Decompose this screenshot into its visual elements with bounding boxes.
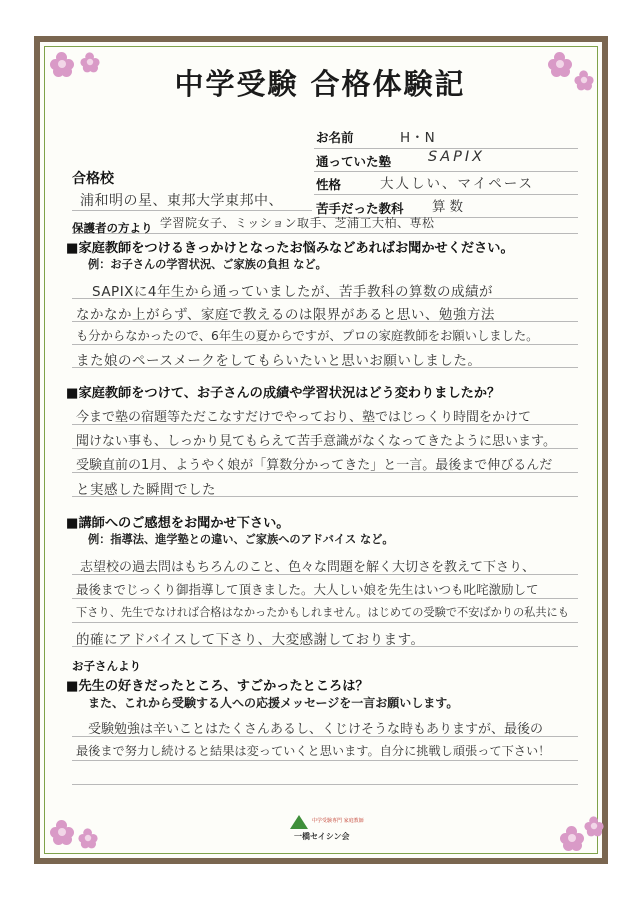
rule (72, 496, 578, 497)
school-label: 合格校 (72, 171, 114, 187)
rule (72, 646, 578, 647)
answer-3-line: 最後までじっくり御指導して頂きました。大人しい娘を先生はいつも叱咤激励して (76, 582, 539, 597)
question-4-subtitle: また、これから受験する人への応援メッセージを一言お願いします。 (88, 696, 459, 710)
mountain-logo-icon (290, 815, 308, 829)
answer-2-line: 聞けない事も、しっかり見てもらえて苦手意識がなくなってきたように思います。 (76, 434, 556, 449)
rule (72, 210, 312, 211)
answer-1-line: も分からなかったので、6年生の夏からですが、プロの家庭教師をお願いしました。 (76, 329, 539, 343)
answer-3-line: 的確にアドバイスして下さり、大変感謝しております。 (76, 632, 425, 648)
footer-tagline: 中学受験専門 家庭教師 (312, 818, 364, 824)
rule (72, 598, 578, 599)
rule (72, 760, 578, 761)
name-label: お名前 (316, 130, 354, 145)
question-1-hint: 例：お子さんの学習状況、ご家族の負担 など。 (88, 258, 327, 271)
answer-4-line: 受験勉強は辛いことはたくさんあるし、くじけそうな時もありますが、最後の (88, 722, 544, 737)
rule (72, 448, 578, 449)
footer-logo (290, 815, 370, 845)
answer-3-line: 下さり、先生でなければ合格はなかったかもしれません。はじめての受験で不安ばかりの私共にも (76, 606, 569, 619)
name-value: H・N (400, 130, 436, 146)
answer-2-line: 今まで塾の宿題等ただこなすだけでやっており、塾ではじっくり時間をかけて (76, 410, 532, 425)
question-2-title: ■家庭教師をつけて、お子さんの成績や学習状況はどう変わりましたか？ (66, 386, 501, 401)
juku-value: SAPIX (428, 149, 486, 165)
answer-1-line: なかなか上がらず、家庭で教えるのは限界があると思い、勉強方法 (76, 307, 495, 323)
from-parent-label: 保護者の方より (72, 221, 153, 235)
rule (72, 321, 578, 322)
personality-label: 性格 (316, 177, 342, 192)
answer-2-line: 受験直前の1月、ようやく娘が「算数分かってきた」と一言。最後まで伸びるんだ (76, 458, 553, 473)
question-3-hint: 例：指導法、進学塾との違い、ご家族へのアドバイス など。 (88, 533, 394, 546)
juku-label: 通っていた塾 (316, 154, 392, 169)
answer-4-line: 最後まで努力し続けると結果は変っていくと思います。自分に挑戦し頑張って下さい！ (76, 744, 551, 758)
answer-1-line: また娘のペースメークをしてもらいたいと思いお願いしました。 (76, 353, 482, 369)
flower-decoration (584, 816, 603, 835)
weak-subject-label: 苦手だった教科 (316, 201, 404, 216)
rule (72, 344, 578, 345)
question-1-title: ■家庭教師をつけるきっかけとなったお悩みなどあればお聞かせください。 (66, 241, 514, 256)
question-3-title: ■講師へのご感想をお聞かせ下さい。 (66, 516, 290, 531)
footer-brand: 一橋セイシン会 (294, 832, 350, 841)
page-title: 中学受験 合格体験記 (174, 67, 466, 101)
school-line-1: 浦和明の星、東邦大学東邦中、 (80, 193, 283, 209)
flower-decoration (50, 820, 74, 844)
personality-value: 大人しい、マイペース (380, 176, 535, 192)
rule (72, 298, 578, 299)
answer-3-line: 志望校の過去問はもちろんのこと、色々な問題を解く大切さを教えて下さり、 (80, 560, 536, 575)
from-child-label: お子さんより (72, 659, 141, 673)
flower-decoration (78, 828, 97, 847)
rule (72, 622, 578, 623)
question-4-title: ■先生の好きだったところ、すごかったところは？ (66, 679, 369, 694)
rule (72, 736, 578, 737)
flower-decoration (560, 826, 584, 850)
answer-1-line: SAPIXに4年生から通っていましたが、苦手教科の算数の成績が (92, 284, 494, 300)
school-line-2: 学習院女子、ミッション取手、芝浦工大柏、専松 (160, 216, 435, 230)
weak-subject-value: 算数 (432, 199, 467, 215)
rule (72, 472, 578, 473)
answer-2-line: と実感した瞬間でした (76, 482, 216, 498)
rule (72, 367, 578, 368)
rule (72, 424, 578, 425)
rule (72, 784, 578, 785)
rule (72, 574, 578, 575)
